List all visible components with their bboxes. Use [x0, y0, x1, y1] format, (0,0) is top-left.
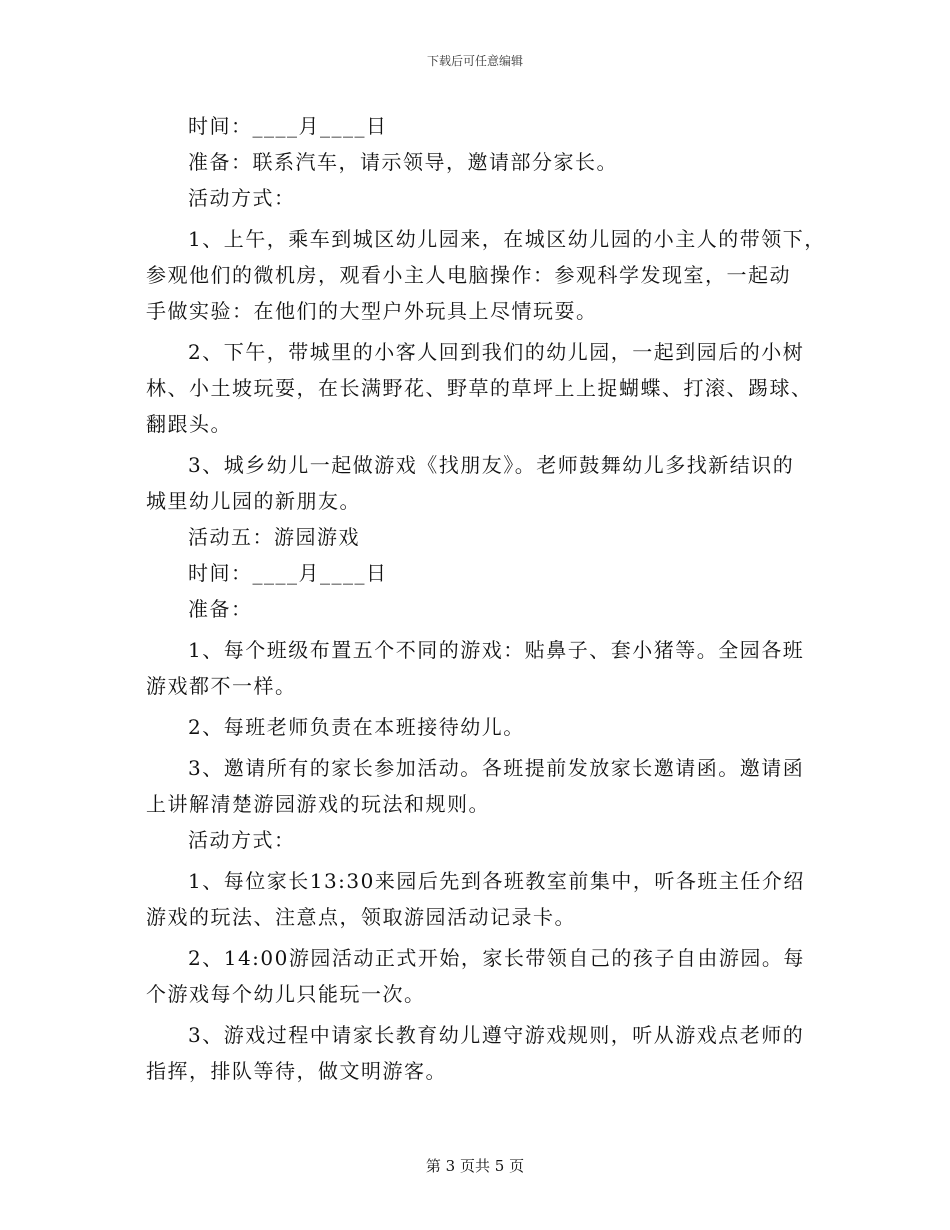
text-line: 2、下午，带城里的小客人回到我们的幼儿园，一起到园后的小树 [188, 340, 805, 364]
text-line: 活动方式： [188, 186, 296, 210]
text-line: 活动方式： [188, 828, 296, 852]
text-line: 指挥，排队等待，做文明游客。 [146, 1059, 447, 1083]
text-line: 准备： [188, 597, 253, 621]
text-line: 翻跟头。 [146, 412, 232, 436]
text-line: 游戏都不一样。 [146, 674, 297, 698]
document-body [142, 108, 826, 1089]
text-line: 1、上午，乘车到城区幼儿园来，在城区幼儿园的小主人的带领下， [188, 227, 826, 251]
text-line: 手做实验：在他们的大型户外玩具上尽情玩耍。 [146, 299, 598, 323]
text-line: 城里幼儿园的新朋友。 [146, 489, 361, 513]
text-line: 3、邀请所有的家长参加活动。各班提前发放家长邀请函。邀请函 [188, 756, 805, 780]
text-line: 3、城乡幼儿一起做游戏《找朋友》。老师鼓舞幼儿多找新结识的 [188, 453, 795, 477]
text-line: 个游戏每个幼儿只能玩一次。 [146, 982, 426, 1006]
text-line: 游戏的玩法、注意点，领取游园活动记录卡。 [146, 905, 576, 929]
text-line: 林、小土坡玩耍，在长满野花、野草的草坪上上捉蝴蝶、打滚、踢球、 [146, 376, 813, 400]
text-line: 1、每位家长13:30来园后先到各班教室前集中，听各班主任介绍 [188, 869, 805, 893]
text-line: 参观他们的微机房，观看小主人电脑操作：参观科学发现室，一起动 [146, 263, 791, 287]
text-line: 2、每班老师负责在本班接待幼儿。 [188, 715, 525, 739]
text-line: 2、14:00游园活动正式开始，家长带领自己的孩子自由游园。每 [188, 946, 805, 970]
text-line: 时间：____月____日 [188, 561, 388, 585]
text-line: 上讲解清楚游园游戏的玩法和规则。 [146, 792, 490, 816]
page-footer: 第 3 页共 5 页 [425, 1157, 525, 1175]
text-line: 3、游戏过程中请家长教育幼儿遵守游戏规则，听从游戏点老师的 [188, 1023, 805, 1047]
text-line: 准备：联系汽车，请示领导，邀请部分家长。 [188, 150, 618, 174]
text-line: 时间：____月____日 [188, 114, 388, 138]
text-line: 1、每个班级布置五个不同的游戏：贴鼻子、套小猪等。全园各班 [188, 638, 805, 662]
text-line: 活动五：游园游戏 [188, 525, 360, 549]
page-header: 下载后可任意编辑 [426, 54, 523, 68]
